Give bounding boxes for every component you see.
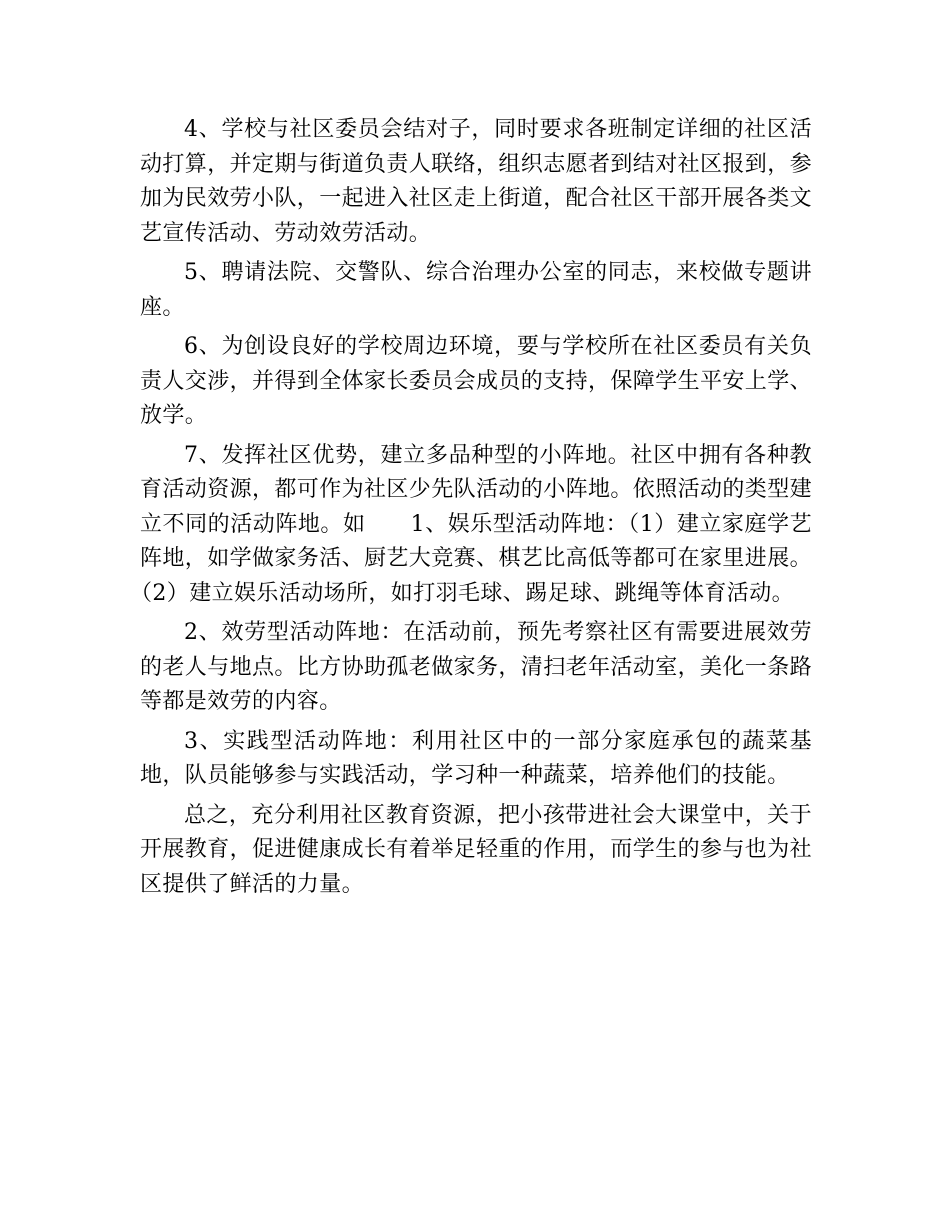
document-body	[130, 113, 813, 907]
paragraph-school-environment: 6、为创设良好的学校周边环境，要与学校所在社区委员有关负责人交涉，并得到全体家长委员会成员的支持，保障学生平安上学、放学。	[140, 334, 813, 428]
paragraph-invite-lectures: 5、聘请法院、交警队、综合治理办公室的同志，来校做专题讲座。	[140, 260, 812, 320]
paragraph-conclusion: 总之，充分利用社区教育资源，把小孩带进社会大课堂中，关于开展教育，促进健康成长有着举足轻重的作用，而学生的参与也为社区提供了鲜活的力量。	[140, 802, 813, 897]
paragraph-service-bases: 2、效劳型活动阵地：在活动前，预先考察社区有需要进展效劳的老人与地点。比方协助孤老做家务，清扫老年活动室，美化一条路等都是效劳的内容。	[140, 620, 813, 714]
paragraph-school-community-pairing: 4、学校与社区委员会结对子，同时要求各班制定详细的社区活动打算，并定期与街道负责人联络，组织志愿者到结对社区报到，参加为民效劳小队，一起进入社区走上街道，配合社区干部开展各类文艺宣传活动、劳动效劳活动。	[140, 117, 813, 246]
paragraph-entertainment-venues: （2）建立娱乐活动场所，如打羽毛球、踢足球、跳绳等体育活动。	[130, 580, 794, 606]
paragraph-practice-bases: 3、实践型活动阵地：利用社区中的一部分家庭承包的蔬菜基地，队员能够参与实践活动，学习种一种蔬菜，培养他们的技能。	[140, 728, 812, 788]
paragraph-activity-bases: 7、发挥社区优势，建立多品种型的小阵地。社区中拥有各种教育活动资源，都可作为社区少先队活动的小阵地。依照活动的类型建立不同的活动阵地。如 1、娱乐型活动阵地：（1）建立家庭学艺阵地，如学做家务活、厨艺大竞赛、棋艺比高低等都可在家里进展。	[140, 442, 813, 571]
